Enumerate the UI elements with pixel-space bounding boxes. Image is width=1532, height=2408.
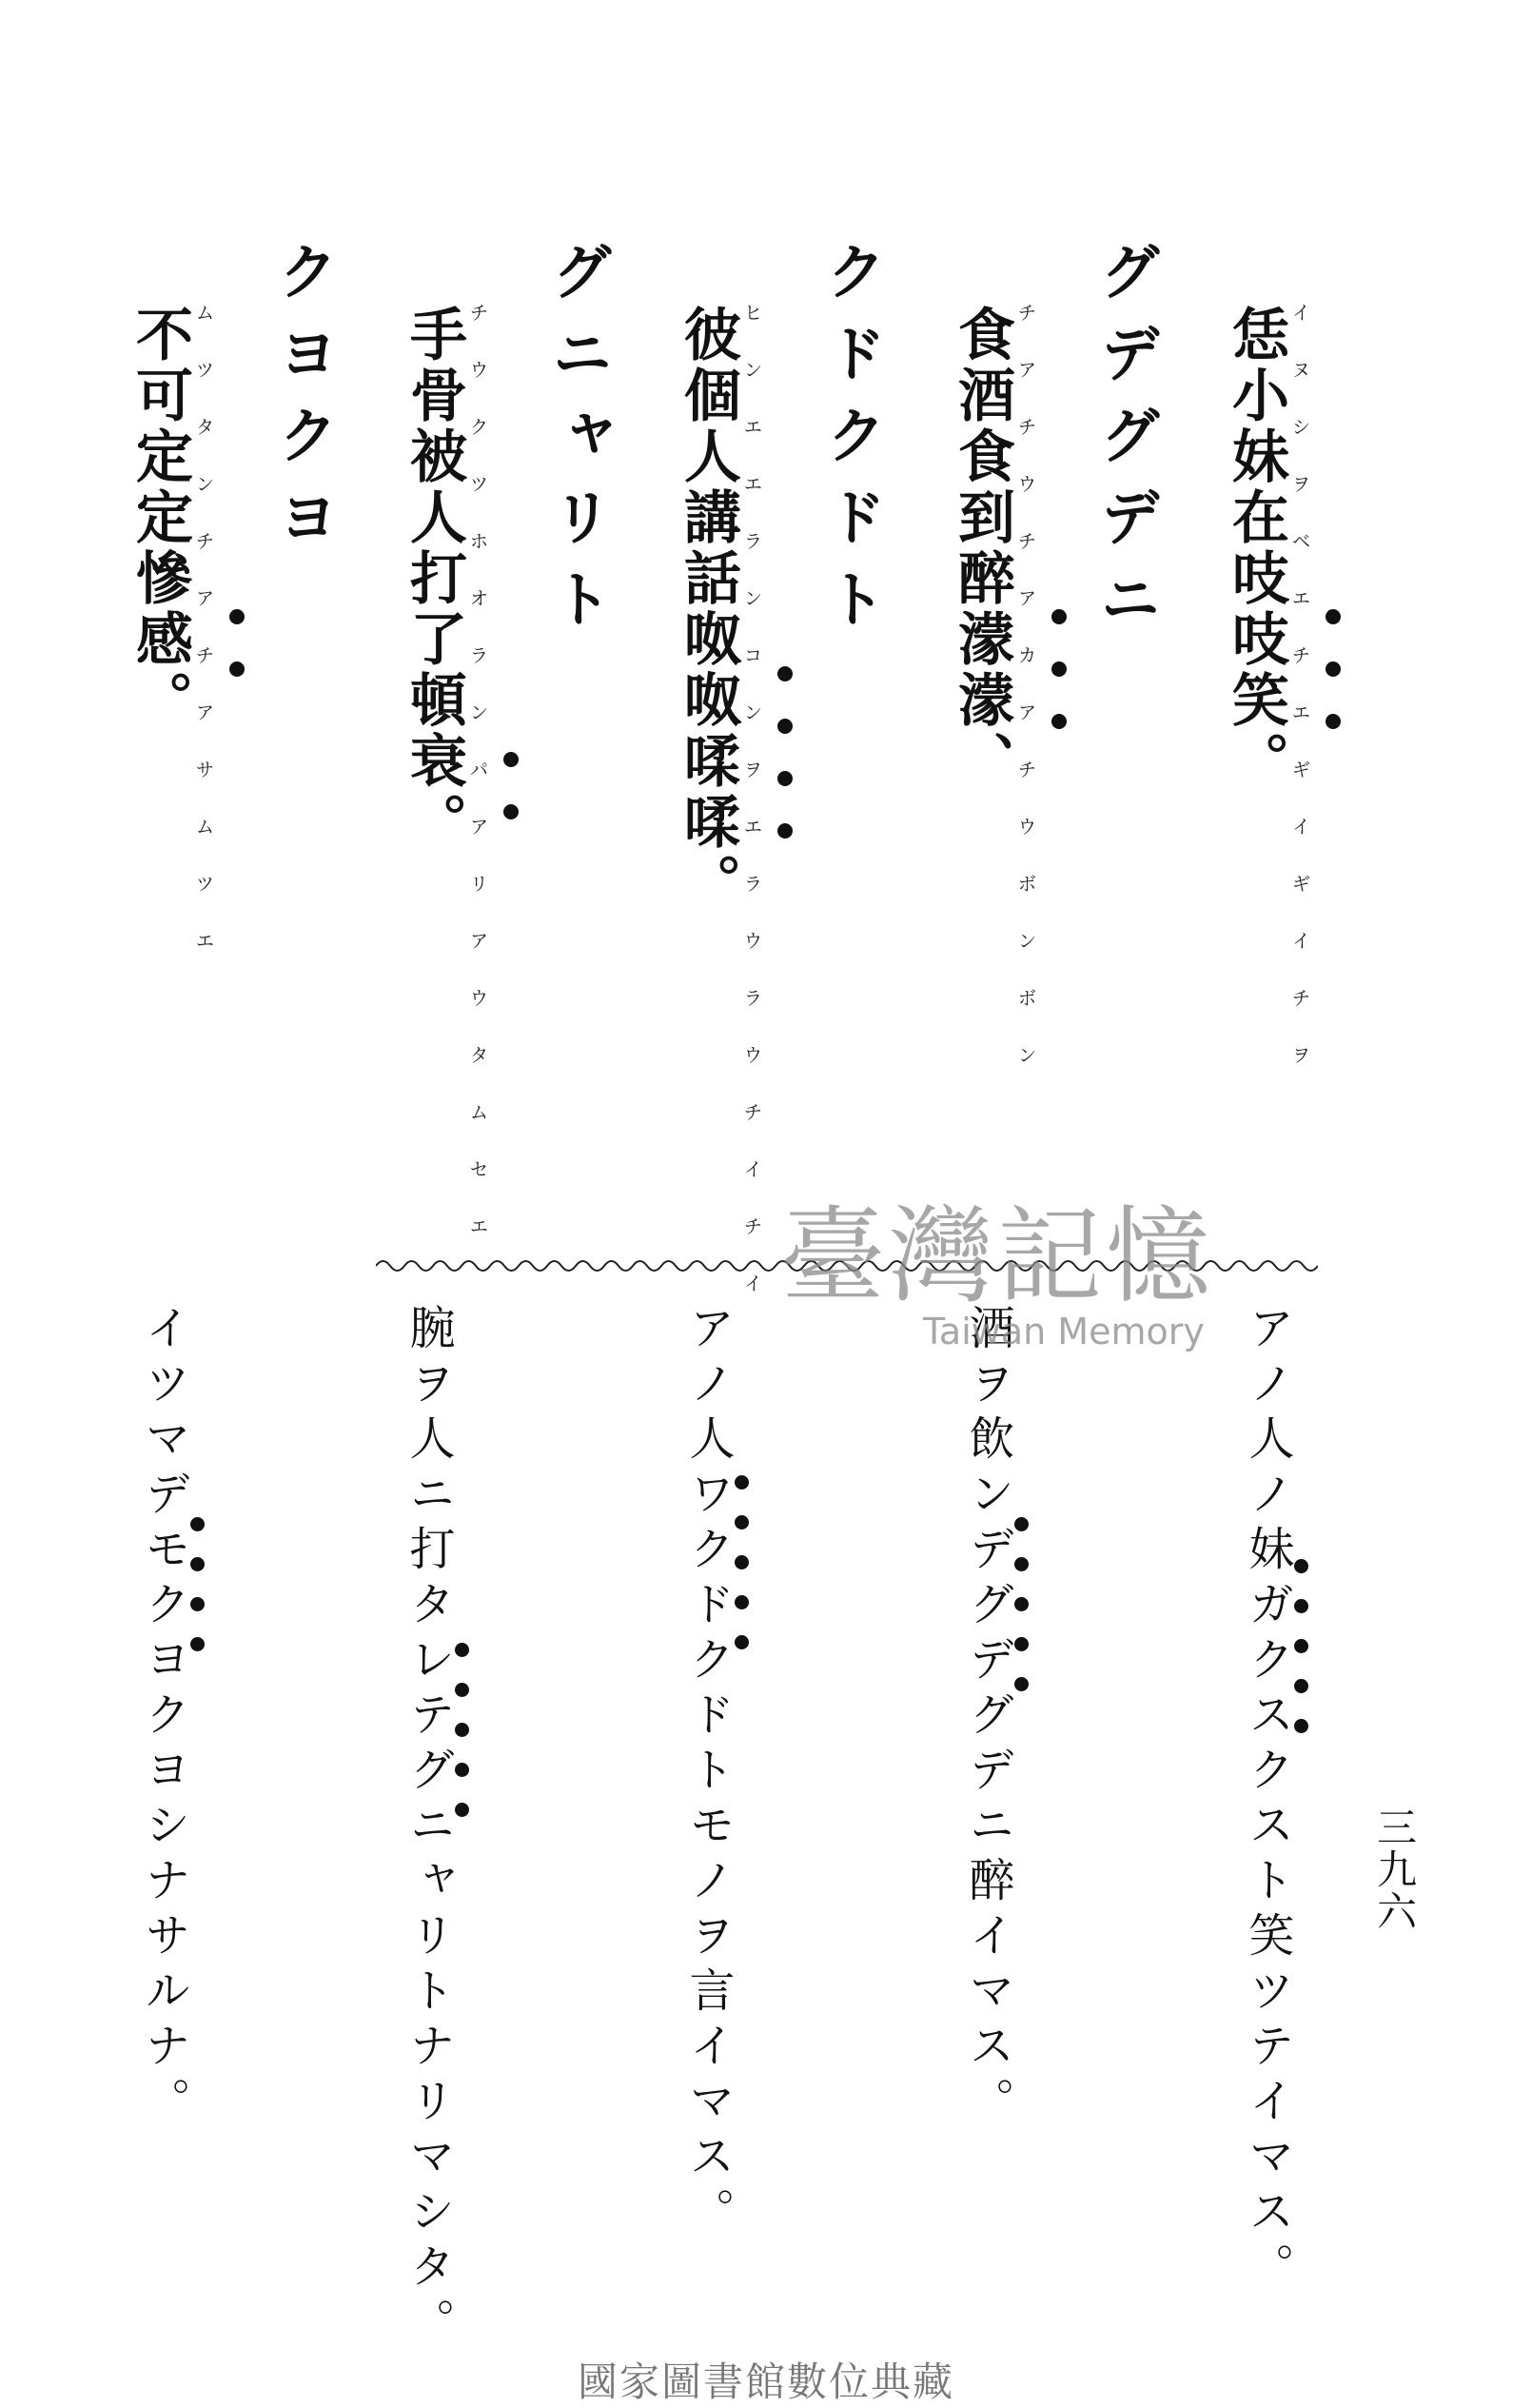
tone-marks-4 <box>503 752 519 857</box>
translation-emphasis-3 <box>735 1475 749 1675</box>
translation-4: 腕ヲ人ニ打タレテグニャリトナリマシタ。 <box>402 1304 455 2353</box>
tone-marks-3 <box>777 666 793 876</box>
example-ruby-5: ムツタンチアチアサムツエ <box>192 303 215 988</box>
example-ruby-3: ヒンエエランコンヲエラウラウチイチイ <box>740 303 763 1331</box>
translation-emphasis-5 <box>190 1517 205 1677</box>
watermark-cjk: 臺灣記憶 <box>780 1195 1214 1317</box>
headword-kuyokuyo: クヨクヨ <box>267 240 338 567</box>
taiwan-memory-watermark <box>780 1195 1214 1352</box>
example-hanzi-1: 恁小妹在吱吱笑。 <box>1223 305 1289 792</box>
headword-gunyarito: グニャリト <box>541 240 612 649</box>
translation-1: アノ人ノ妹ガクスクスト笑ツテイマス。 <box>1241 1304 1294 2298</box>
example-ruby-4: チウクツホオランパアリアウタムセエ <box>466 303 489 1273</box>
translation-5: イツマデモクヨクヨシナサルナ。 <box>137 1304 190 2132</box>
headword-gudegudeni: グデグデニ <box>1090 240 1160 649</box>
example-hanzi-5: 不可定定慘感。 <box>127 305 193 731</box>
example-hanzi-3: 彼個人講話呶呶㖻㖻。 <box>675 305 741 914</box>
translation-emphasis-4 <box>455 1643 469 1843</box>
translation-emphasis-1 <box>1294 1559 1308 1759</box>
watermark-en: Taiwan Memory <box>923 1311 1205 1352</box>
library-footer: 國家圖書館數位典藏 <box>577 2359 954 2405</box>
translation-3: アノ人ワクドクドトモノヲ言イマス。 <box>681 1304 735 2242</box>
headword-kudokudoto: クドクドト <box>815 240 886 649</box>
tone-marks-1 <box>1326 609 1341 766</box>
example-ruby-1: イヌシヲベエチエギイギイチヲ <box>1288 303 1311 1102</box>
example-hanzi-4: 手骨被人打了頓衰。 <box>401 305 467 853</box>
translation-emphasis-2 <box>1014 1517 1029 1717</box>
tone-marks-2 <box>1051 609 1067 766</box>
example-hanzi-2: 食酒食到醉濛濛、 <box>949 305 1015 792</box>
page-number: 三九六 <box>1371 1806 1418 1932</box>
example-ruby-2: チアチウチアカアチウボンボン <box>1014 303 1037 1102</box>
tone-marks-5 <box>229 609 245 714</box>
translation-2: 酒ヲ飲ンデグデグデニ醉イマス。 <box>961 1304 1014 2132</box>
